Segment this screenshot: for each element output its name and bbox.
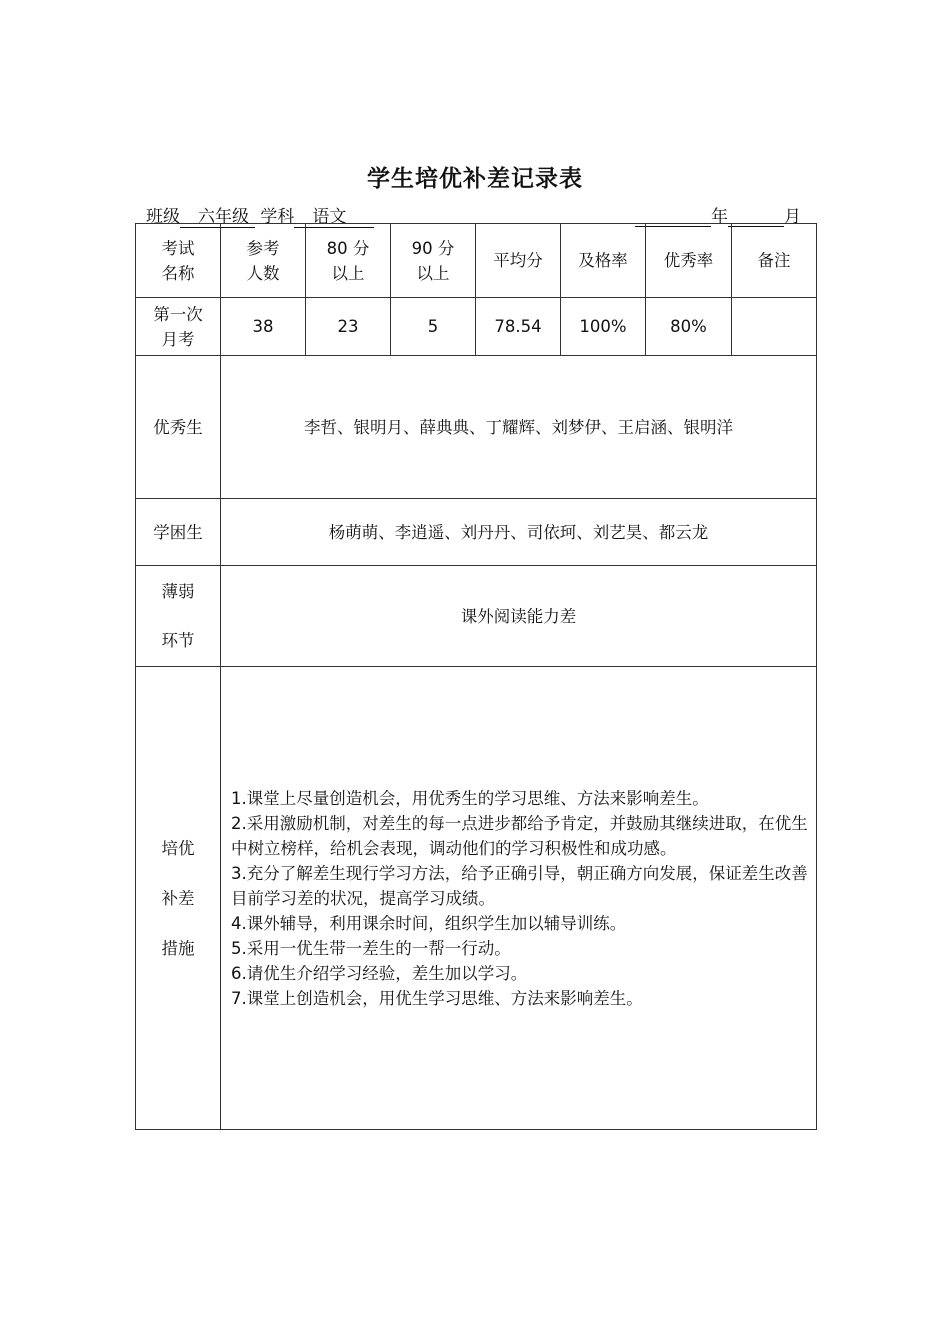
measure-item: 7.课堂上创造机会，用优生学习思维、方法来影响差生。 <box>231 988 643 1008</box>
header-remarks: 备注 <box>732 224 817 298</box>
struggling-students-row <box>136 499 817 566</box>
header-above80: 80 分 以上 <box>306 224 391 298</box>
month-label: 月 <box>784 207 801 227</box>
above90-cell: 5 <box>391 298 476 356</box>
measure-item: 2.采用激励机制，对差生的每一点进步都给予肯定，并鼓励其继续进取，在优生中树立榜样，给机会表现，调动他们的学习积极性和成功感。 <box>231 813 808 858</box>
exam-name-cell: 第一次 月考 <box>136 298 221 356</box>
measures-list <box>221 667 817 1130</box>
header-above90: 90 分 以上 <box>391 224 476 298</box>
class-label: 班级 <box>146 207 180 227</box>
measures-row <box>136 667 817 1130</box>
header-exam-name: 考试 名称 <box>136 224 221 298</box>
excellent-students-label: 优秀生 <box>136 356 221 499</box>
subject-value: 语文 <box>294 202 374 228</box>
excellent-students-value: 李哲、银明月、薛典典、丁耀辉、刘梦伊、王启涵、银明洋 <box>221 356 817 499</box>
weak-points-label: 薄弱 环节 <box>136 566 221 667</box>
class-value: 六年级 <box>180 202 255 228</box>
measures-label: 培优 补差 措施 <box>136 667 221 1130</box>
average-cell: 78.54 <box>476 298 561 356</box>
measure-item: 1.课堂上尽量创造机会，用优秀生的学习思维、方法来影响差生。 <box>231 788 709 808</box>
header-pass-rate: 及格率 <box>561 224 646 298</box>
measure-item: 6.请优生介绍学习经验，差生加以学习。 <box>231 963 528 983</box>
subject-label: 学科 <box>260 207 295 227</box>
remarks-cell <box>732 298 817 356</box>
year-label: 年 <box>711 207 728 227</box>
above80-cell: 23 <box>306 298 391 356</box>
excellent-rate-cell: 80% <box>646 298 732 356</box>
pass-rate-cell: 100% <box>561 298 646 356</box>
header-participants: 参考 人数 <box>221 224 306 298</box>
participants-cell: 38 <box>221 298 306 356</box>
measure-item: 3.充分了解差生现行学习方法，给予正确引导，朝正确方向发展，保证差生改善目前学习差的状况，提高学习成绩。 <box>231 863 808 908</box>
weak-points-row <box>136 566 817 667</box>
header-excellent-rate: 优秀率 <box>646 224 732 298</box>
excellent-students-row <box>136 356 817 499</box>
page-title: 学生培优补差记录表 <box>367 166 583 192</box>
header-average: 平均分 <box>476 224 561 298</box>
struggling-students-label: 学困生 <box>136 499 221 566</box>
measure-item: 4.课外辅导，利用课余时间，组织学生加以辅导训练。 <box>231 913 627 933</box>
measure-item: 5.采用一优生带一差生的一帮一行动。 <box>231 938 511 958</box>
header-row <box>136 224 817 298</box>
record-table <box>135 223 817 1130</box>
weak-points-value: 课外阅读能力差 <box>221 566 817 667</box>
exam-row <box>136 298 817 356</box>
struggling-students-value: 杨萌萌、李逍遥、刘丹丹、司依珂、刘艺昊、都云龙 <box>221 499 817 566</box>
